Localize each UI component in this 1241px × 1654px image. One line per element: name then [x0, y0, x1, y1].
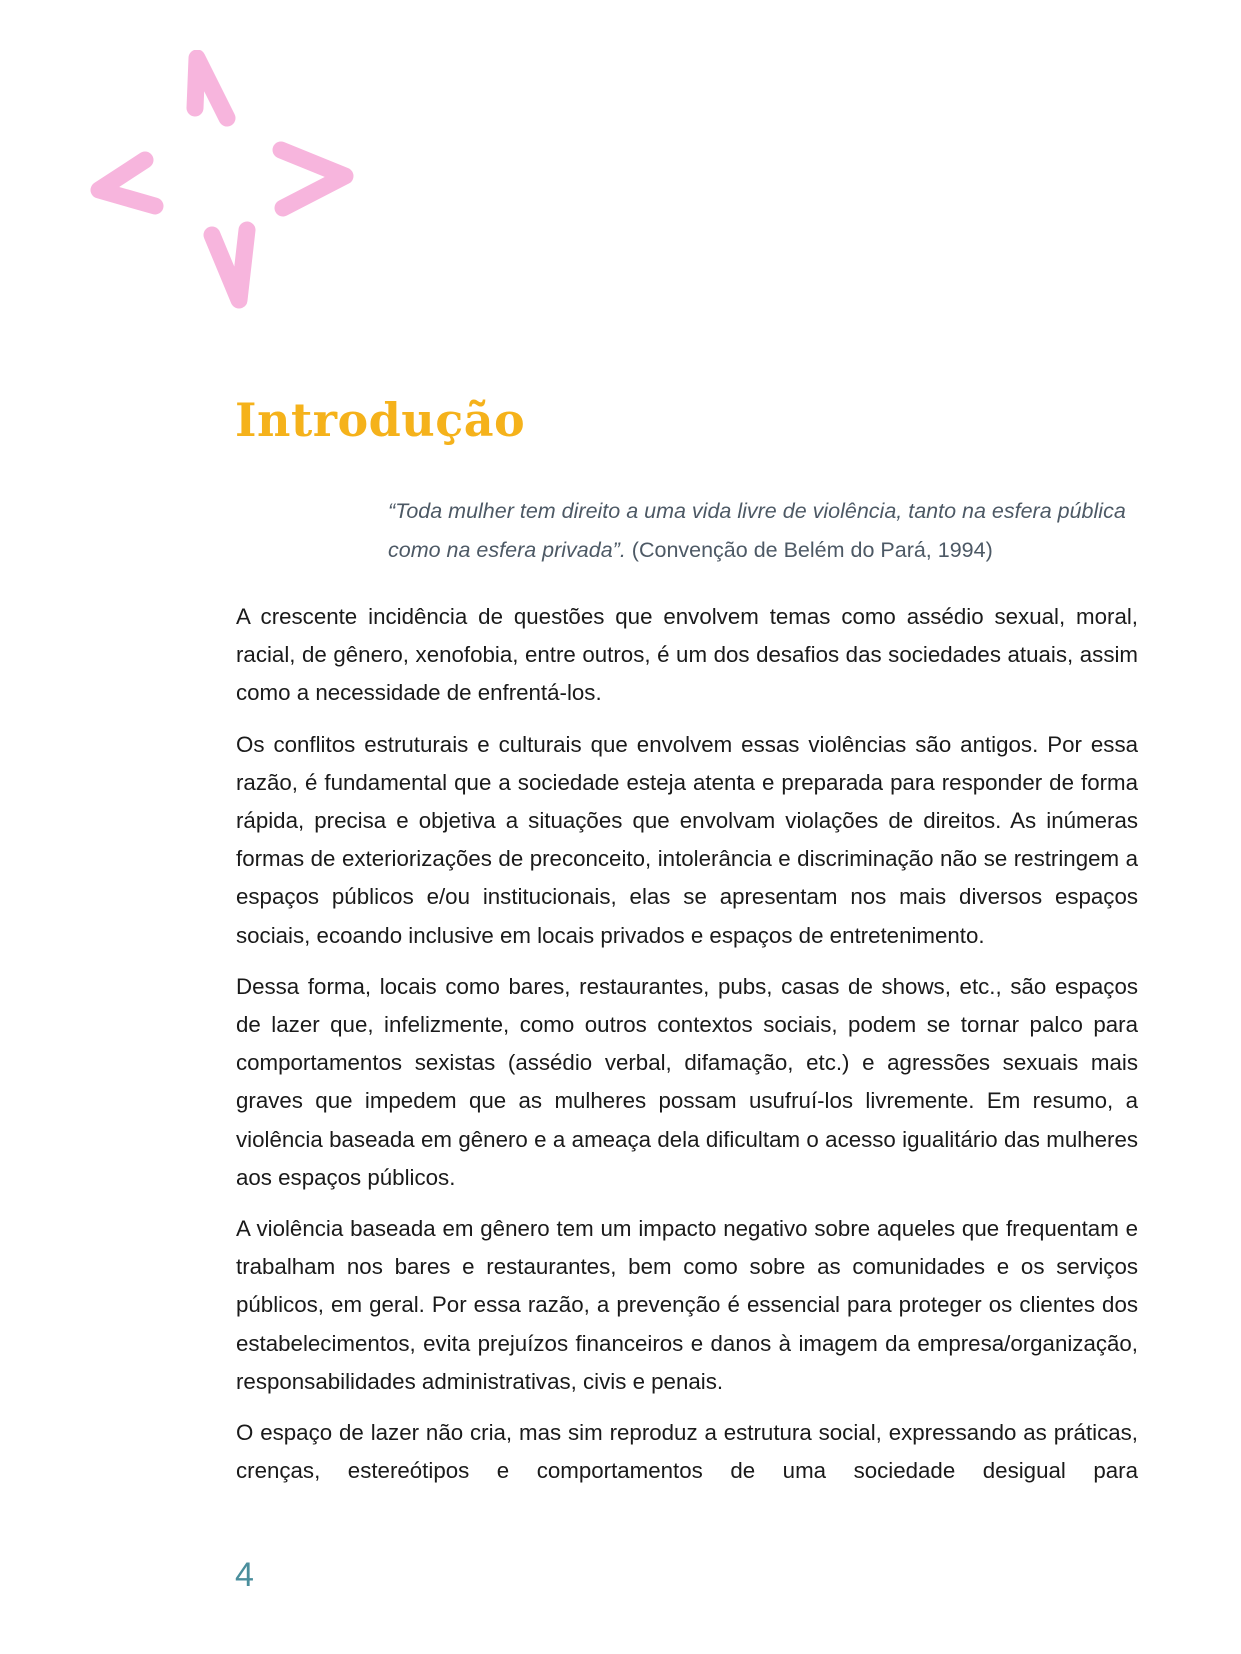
- epigraph-citation: (Convenção de Belém do Pará, 1994): [631, 538, 993, 562]
- page-number: 4: [235, 1556, 254, 1594]
- chevron-up-icon: [195, 58, 227, 118]
- chevron-left-icon: [99, 160, 155, 206]
- paragraph: Dessa forma, locais como bares, restaurantes, pubs, casas de shows, etc., são espaços de lazer que, infelizmente, como outros contextos sociais, podem se tornar palco para comportamentos sexistas (assédio verbal, difamação, etc.) e agressões sexuais mais graves que impedem que as mulheres possam usufruí-los livremente. Em resumo, a violência baseada em gênero e a ameaça dela dificultam o acesso igualitário das mulheres aos espaços públicos.: [236, 973, 1138, 1190]
- page-title: Introdução: [235, 393, 526, 447]
- paragraph: O espaço de lazer não cria, mas sim reproduz a estrutura social, expressando as práticas, crenças, estereótipos e comportamentos de uma sociedade desigual para: [236, 1420, 1138, 1484]
- epigraph-quote: “Toda mulher tem direito a uma vida livre de violência, tanto na esfera pública como na esfera privada”.: [388, 499, 1126, 562]
- paragraph: A violência baseada em gênero tem um impacto negativo sobre aqueles que frequentam e trabalham nos bares e restaurantes, bem como sobre as comunidades e os serviços públicos, em geral. Por essa razão, a prevenção é essencial para proteger os clientes dos estabelecimentos, evita prejuízos financeiros e danos à imagem da empresa/organização, responsabilidades administrativas, civis e penais.: [236, 1216, 1138, 1394]
- chevron-down-icon: [212, 230, 247, 300]
- four-pink-chevrons-icon: [85, 50, 385, 330]
- paragraph: Os conflitos estruturais e culturais que envolvem essas violências são antigos. Por essa razão, é fundamental que a sociedade esteja atenta e preparada para responder de forma rápida, precisa e objetiva a situações que envolvam violações de direitos. As inúmeras formas de exteriorizações de preconceito, intolerância e discriminação não se restringem a espaços públicos e/ou institucionais, elas se apresentam nos mais diversos espaços sociais, ecoando inclusive em locais privados e espaços de entretenimento.: [236, 731, 1138, 948]
- body-text: [236, 598, 1138, 1503]
- chevron-right-icon: [281, 150, 345, 208]
- paragraph: A crescente incidência de questões que envolvem temas como assédio sexual, moral, racial, de gênero, xenofobia, entre outros, é um dos desafios das sociedades atuais, assim como a necessidade de enfrentá-los.: [236, 604, 1138, 706]
- epigraph: [388, 492, 1128, 570]
